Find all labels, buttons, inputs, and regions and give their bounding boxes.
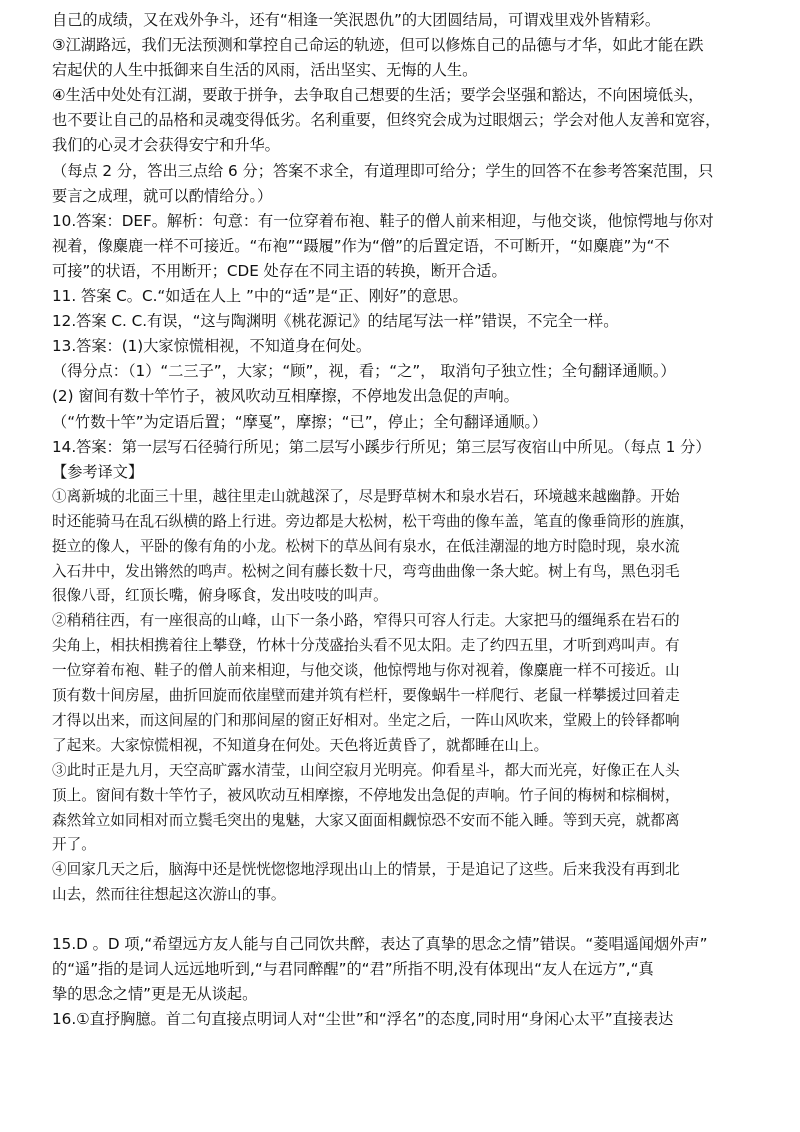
text-line: 自己的成绩，又在戏外争斗，还有“相逢一笑泯恩仇”的大团圆结局，可谓戏里戏外皆精彩。 — [52, 11, 661, 29]
translation-line: 很像八哥，红顶长嘴，俯身啄食，发出吱吱的叫声。 — [52, 587, 388, 605]
translation-line: 顶有数十间房屋，曲折回旋而依崖壁而建并筑有栏杆，要像蜗牛一样爬行、老鼠一样攀援过回着走 — [52, 687, 680, 705]
translation-line: 尖角上，相扶相携着往上攀登，竹林十分茂盛抬头看不见太阳。走了约四五里，才听到鸡叫声。有 — [52, 637, 680, 655]
text-line: ③江湖路远，我们无法预测和掌控自己命运的轨迹，但可以修炼自己的品德与才华，如此才能在跌 — [52, 36, 704, 55]
translation-line: 山去，然而往往想起这次游山的事。 — [52, 886, 286, 904]
translation-line: 入石井中，发出锵然的鸣声。松树之间有藤长数十尺，弯弯曲曲像一条大蛇。树上有鸟，黑色羽毛 — [52, 562, 680, 580]
answer-13: 13.答案：(1)大家惊慌相视，不知道身在何处。 — [52, 337, 372, 356]
answer-14: 14.答案：第一层写石径骑行所见；第二层写小蹊步行所见；第三层写夜宿山中所见。（每点 1 分） — [52, 437, 711, 456]
answer-15: 的“遥”指的是词人远远地听到,“与君同醉醒”的“君”所指不明,没有体现出“友人在远方”,“真 — [52, 960, 654, 979]
answer-section-upper — [52, 8, 758, 485]
translation-line: 才得以出来，而这间屋的门和那间屋的窗正好相对。坐定之后，一阵山风吹来，堂殿上的铃铎都响 — [52, 711, 680, 729]
scoring-note: （每点 2 分，答出三点给 6 分；答案不求全，有道理即可给分；学生的回答不在参考答案范围，只 — [52, 161, 714, 180]
translation-line: 开了。 — [52, 836, 96, 854]
translation-line: 挺立的像人，平卧的像有角的小龙。松树下的草丛间有泉水，在低洼潮湿的地方时隐时现，泉水流 — [52, 537, 680, 555]
section-gap — [52, 908, 758, 932]
scoring-note: 要言之成理，就可以酌情给分。） — [52, 186, 273, 205]
text-line: 也不要让自己的品格和灵魂变得低劣。名利重要，但终究会成为过眼烟云；学会对他人友善和宽容， — [52, 111, 721, 130]
text-line: 我们的心灵才会获得安宁和升华。 — [52, 136, 280, 155]
text-line: ④生活中处处有江湖，要敢于拼争，去争取自己想要的生活；要学会坚强和豁达，不向困境低头， — [52, 86, 704, 105]
translation-line: ②稍稍往西，有一座很高的山峰，山下一条小路，窄得只可容人行走。大家把马的缰绳系在岩石的 — [52, 612, 680, 630]
answer-10: 10.答案：DEF。解析：句意：有一位穿着布袍、鞋子的僧人前来相迎，与他交谈，他惊愕地与你对 — [52, 211, 714, 230]
answer-11: 11. 答案 C。C.“如适在人上 ”中的“适”是“正、刚好”的意思。 — [52, 287, 468, 306]
answer-16: 16.①直抒胸臆。首二句直接点明词人对“尘世”和“浮名”的态度,同时用“身闲心太平”直接表达 — [52, 1010, 674, 1029]
translation-line: 一位穿着布袍、鞋子的僧人前来相迎，与他交谈，他惊愕地与你对视着，像麋鹿一样不可接近。山 — [52, 662, 680, 680]
answer-13-scoring: （“竹数十竿”为定语后置；“摩戛”，摩擦；“已”，停止；全句翻译通顺。） — [52, 412, 548, 431]
answer-section-lower — [52, 932, 758, 1032]
translation-line: ③此时正是九月，天空高旷露水清莹，山间空寂月光明亮。仰看星斗，都大而光亮，好像正在人头 — [52, 761, 680, 779]
translation-line: 顶上。窗间有数十竿竹子，被风吹动互相摩擦，不停地发出急促的声响。竹子间的梅树和棕榈树， — [52, 786, 680, 804]
text-line: 宕起伏的人生中抵御来自生活的风雨，活出坚实、无悔的人生。 — [52, 61, 478, 80]
translation-line: 时还能骑马在乱石纵横的路上行进。旁边都是大松树，松干弯曲的像车盖，笔直的像垂筒形的旌旗， — [52, 512, 695, 530]
answer-10: 可接”的状语，不用断开；CDE 处存在不同主语的转换，断开合适。 — [52, 261, 507, 280]
answer-10: 视着，像麋鹿一样不可接近。“布袍”“蹑履”作为“僧”的后置定语，不可断开，“如麋鹿”为“不 — [52, 236, 670, 255]
translation-line: 森然耸立如同相对而立鬓毛突出的鬼魅，大家又面面相觑惊恐不安而不能入睡。等到天亮，就都离 — [52, 811, 680, 829]
answer-13-scoring: （得分点：（1）“二三子”，大家；“顾”，视，看；“之”， 取消句子独立性；全句翻译通顺。） — [52, 362, 676, 381]
answer-12: 12.答案 C. C.有误，“这与陶渊明《桃花源记》的结尾写法一样”错误，不完全一样。 — [52, 312, 619, 331]
translation-heading: 【参考译文】 — [52, 462, 144, 481]
answer-15: 挚的思念之情”更是无从谈起。 — [52, 985, 258, 1004]
translation-line: 了起来。大家惊慌相视，不知道身在何处。天色将近黄昏了，就都睡在山上。 — [52, 736, 549, 754]
reference-translation — [52, 485, 758, 908]
answer-15: 15.D 。D 项,“希望远方友人能与自己同饮共醉，表达了真挚的思念之情”错误。“菱唱遥闻烟外声” — [52, 935, 708, 954]
translation-line: ①离新城的北面三十里，越往里走山就越深了，尽是野草树木和泉水岩石，环境越来越幽静。开始 — [52, 487, 680, 505]
translation-line: ④回家几天之后，脑海中还是恍恍惚惚地浮现出山上的情景，于是追记了这些。后来我没有再到北 — [52, 861, 680, 879]
answer-13: (2) 窗间有数十竿竹子，被风吹动互相摩擦，不停地发出急促的声响。 — [52, 387, 519, 406]
